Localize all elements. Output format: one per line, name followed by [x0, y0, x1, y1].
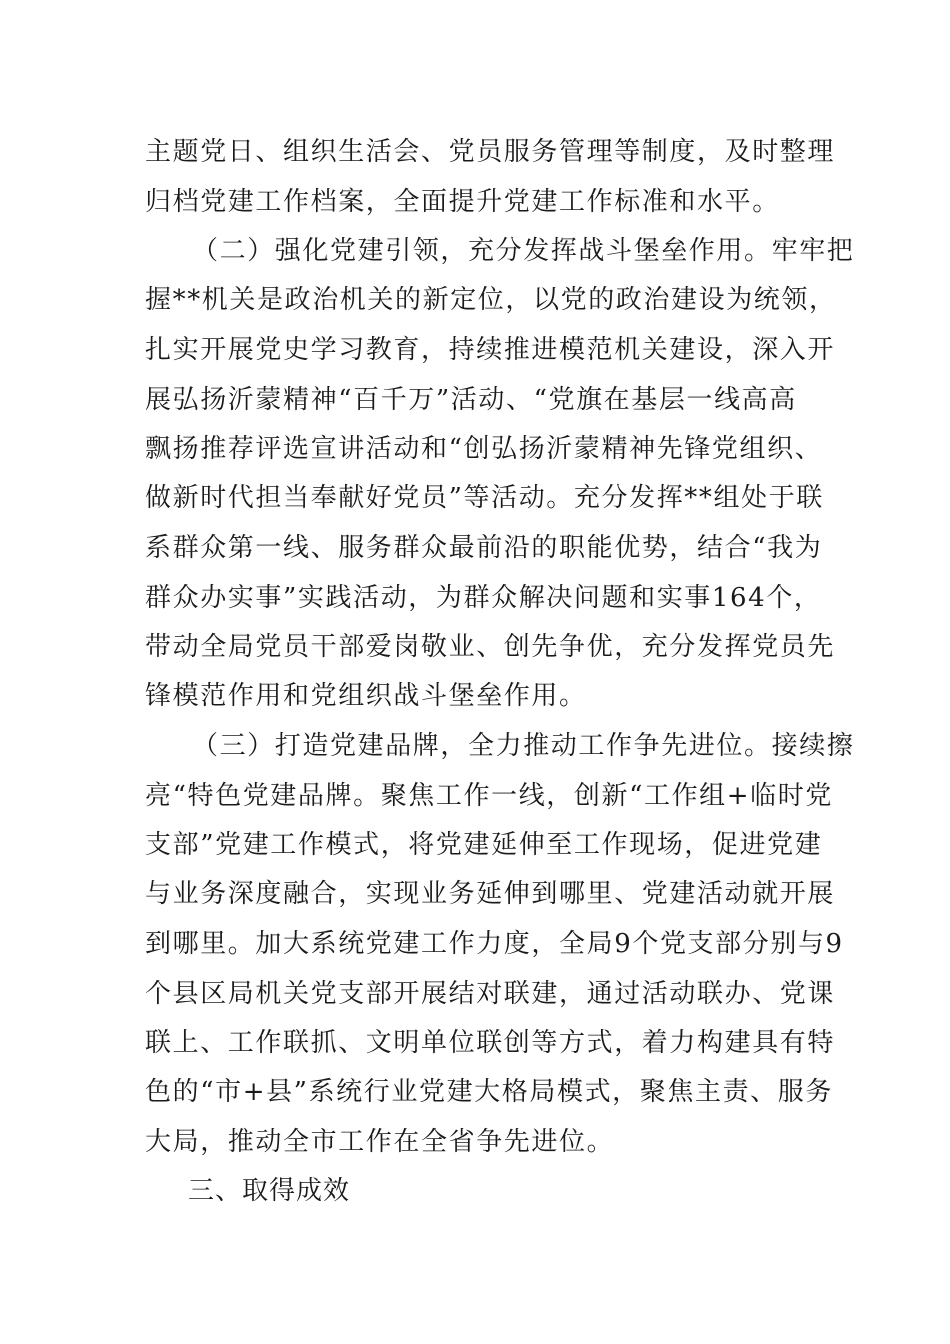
text-line: 系群众第一线、服务群众最前沿的职能优势，结合“我为 — [145, 533, 823, 563]
text-line: 归档党建工作档案，全面提升党建工作标准和水平。 — [145, 187, 780, 217]
text-line: 握**机关是政治机关的新定位，以党的政治建设为统领， — [145, 285, 837, 315]
text-line: 亮“特色党建品牌。聚焦工作一线，创新“工作组+临时党 — [145, 781, 833, 811]
text-line: 主题党日、组织生活会、党员服务管理等制度，及时整理 — [145, 137, 836, 167]
text-line: 个县区局机关党支部开展结对联建，通过活动联办、党课 — [145, 979, 836, 1009]
text-line: 联上、工作联抓、文明单位联创等方式，着力构建具有特 — [145, 1028, 836, 1058]
text-line: 与业务深度融合，实现业务延伸到哪里、党建活动就开展 — [145, 879, 836, 909]
text-line: 展弘扬沂蒙精神“百千万”活动、“党旗在基层一线高高 — [145, 385, 797, 415]
section-three-heading-line: （三）打造党建品牌，全力推动工作争先进位。接续擦 — [192, 731, 855, 761]
text-line: 做新时代担当奉献好党员”等活动。充分发挥**组处于联 — [145, 483, 824, 513]
text-line: 支部”党建工作模式，将党建延伸至工作现场，促进党建 — [145, 830, 823, 860]
text-line: 锋模范作用和党组织战斗堡垒作用。 — [145, 681, 587, 711]
text-line: 飘扬推荐评选宣讲活动和“创弘扬沂蒙精神先锋党组织、 — [145, 434, 823, 464]
section-heading-results: 三、取得成效 — [188, 1176, 351, 1206]
text-line: 大局，推动全市工作在全省争先进位。 — [145, 1127, 615, 1157]
text-line: 扎实开展党史学习教育，持续推进模范机关建设，深入开 — [145, 335, 836, 365]
text-line: 到哪里。加大系统党建工作力度，全局9个党支部分别与9 — [145, 929, 844, 959]
section-two-heading-line: （二）强化党建引领，充分发挥战斗堡垒作用。牢牢把 — [192, 236, 855, 266]
text-line: 群众办实事”实践活动，为群众解决问题和实事164个， — [145, 583, 822, 613]
text-line: 色的“市+县”系统行业党建大格局模式，聚焦主责、服务 — [145, 1077, 833, 1107]
text-line: 带动全局党员干部爱岗敬业、创先争优，充分发挥党员先 — [145, 632, 836, 662]
